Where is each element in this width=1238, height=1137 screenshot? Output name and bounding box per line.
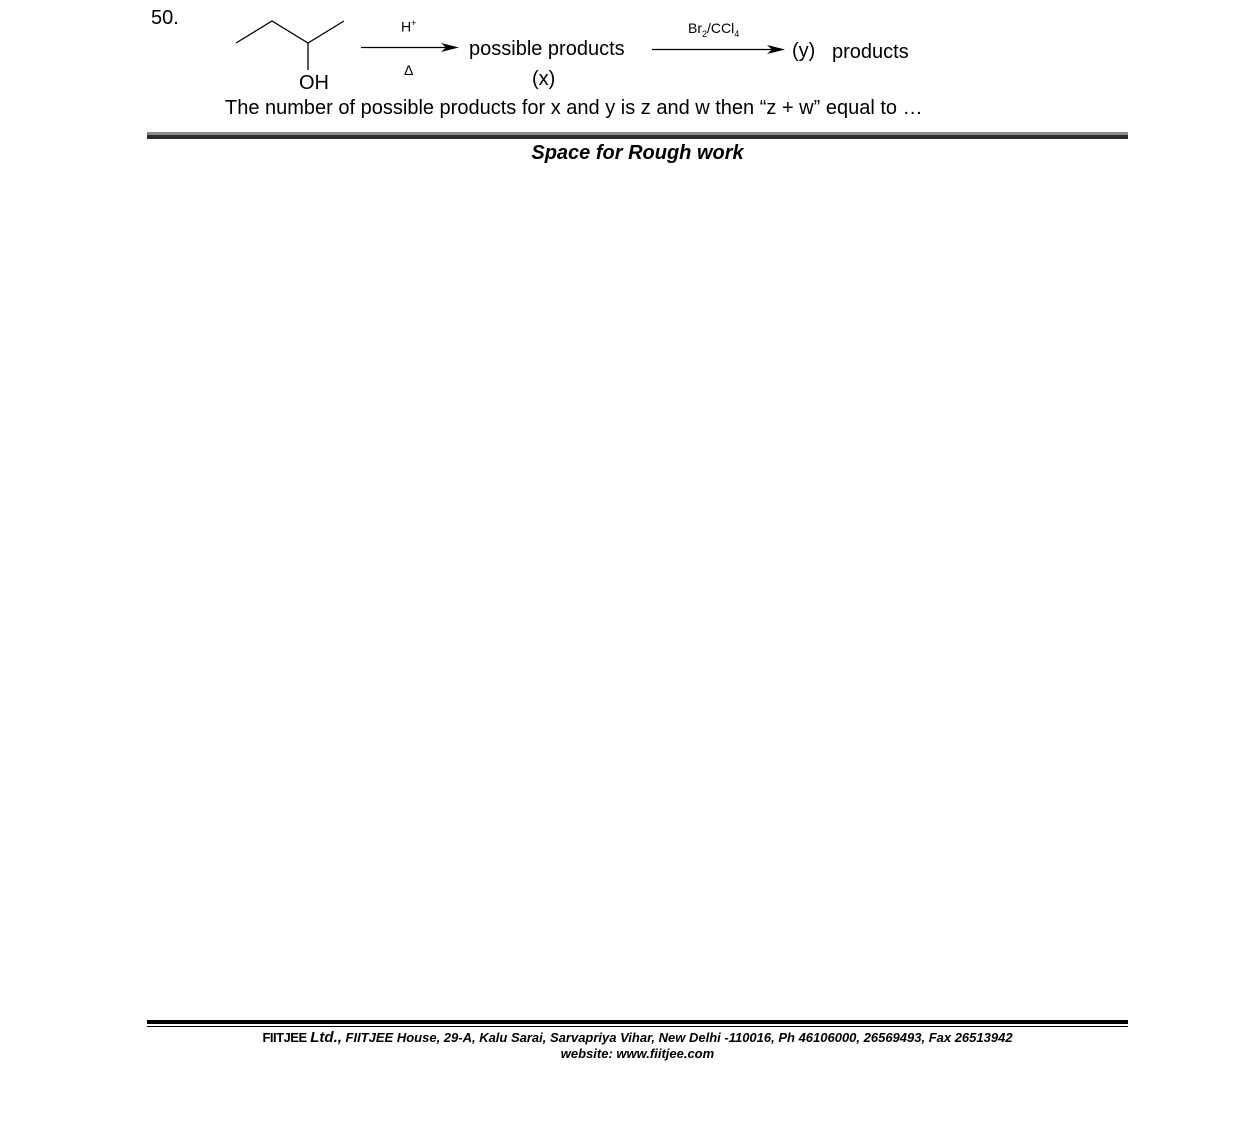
butanol-skeleton xyxy=(236,21,344,43)
footer-address-line xyxy=(0,1030,1238,1046)
rough-work-heading: Space for Rough work xyxy=(531,142,744,164)
footer-address: FIITJEE House, 29-A, Kalu Sarai, Sarvapriya Vihar, New Delhi -110016, Ph 46106000, 26569493, Fax 26513942 xyxy=(345,1030,1013,1045)
reagent-br-sub: 2 xyxy=(702,28,708,39)
page-footer xyxy=(0,1030,1238,1062)
reagent-heat: Δ xyxy=(404,62,414,78)
footer-divider-thick xyxy=(147,1020,1128,1024)
footer-divider-thin xyxy=(147,1026,1128,1027)
oh-label: OH xyxy=(299,72,329,94)
footer-website: website: www.fiitjee.com xyxy=(560,1046,715,1061)
footer-ltd: Ltd., xyxy=(310,1029,342,1046)
possible-products-label: possible products xyxy=(469,38,625,60)
reagent-ccl-sub: 4 xyxy=(734,28,740,39)
reagent-ccl: /CCl xyxy=(707,20,735,36)
reagent-br: Br xyxy=(688,20,702,36)
footer-brand: FIITJEE xyxy=(262,1030,307,1045)
question-number: 50. xyxy=(151,7,179,29)
question-text: The number of possible products for x and y is z and w then “z + w” equal to … xyxy=(225,97,923,119)
reagent-h: H xyxy=(401,18,412,35)
reagent-h-plus xyxy=(401,19,416,34)
top-divider xyxy=(147,132,1128,139)
y-label: (y) xyxy=(792,40,816,62)
reagent-br2-ccl4 xyxy=(688,21,739,39)
x-label: (x) xyxy=(532,68,556,90)
reagent-h-charge: + xyxy=(411,18,417,28)
products-label: products xyxy=(832,41,909,63)
